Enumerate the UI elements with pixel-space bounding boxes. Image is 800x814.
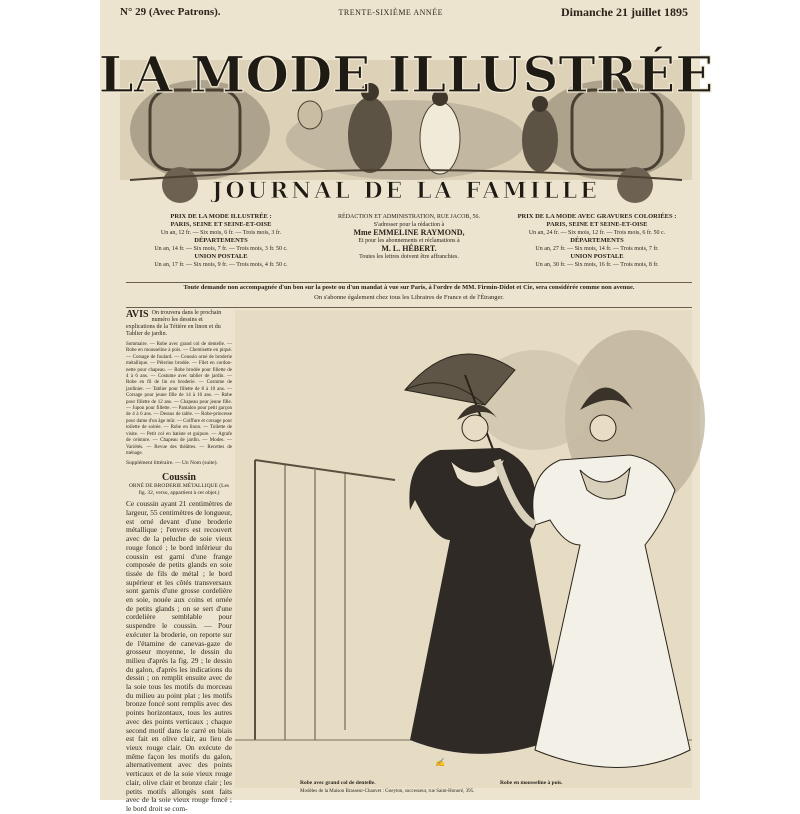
coussin-title: Coussin <box>162 472 196 484</box>
year-label: TRENTE-SIXIÈME ANNÉE <box>338 7 443 17</box>
supplement: Supplément littéraire. — Un Nom (suite). <box>126 460 218 467</box>
editor-name: Mme EMMELINE RAYMOND, <box>353 228 465 237</box>
caption-right: Robe en mousseline à pois. <box>500 780 563 786</box>
masthead-subtitle: JOURNAL DE LA FAMILLE <box>212 178 600 204</box>
caption-left: Robe avec grand col de dentelle. <box>300 780 376 786</box>
avis-label: AVIS <box>126 309 149 320</box>
fashion-plate-engraving <box>235 310 692 788</box>
editorial-info <box>321 213 497 261</box>
svg-text:✍: ✍ <box>435 758 445 767</box>
editorial-line2: S'adresser pour la rédaction à <box>373 222 445 228</box>
prices-right-dep: DÉPARTEMENTS <box>570 237 624 244</box>
notice-main: Toute demande non accompagnée d'un bon sur la poste ou d'un mandat à vue sur Paris, à l'ordre de MM. Firmin-Didot et Cie, sera considérée comme non avenue. <box>183 284 635 291</box>
masthead-title: LA MODE ILLUSTRÉE <box>98 45 714 104</box>
prices-left-heading: PRIX DE LA MODE ILLUSTRÉE : <box>170 213 272 220</box>
masthead-engraving <box>98 20 714 212</box>
magazine-page <box>98 0 714 813</box>
prices-left-dep: DÉPARTEMENTS <box>194 237 248 244</box>
prices-right-union: UNION POSTALE <box>570 253 624 260</box>
prices-left-union-rates: Un an, 17 fr. — Six mois, 9 fr. — Trois mois, 4 fr. 50 c. <box>154 262 288 268</box>
prices-right-heading: PRIX DE LA MODE AVEC GRAVURES COLORIÉES : <box>517 213 677 220</box>
prices-right-paris-rates: Un an, 24 fr. — Six mois, 12 fr. — Trois mois, 6 fr. 50 c. <box>528 230 666 236</box>
prices-right <box>502 213 692 269</box>
manager-name: M. L. HÉBERT. <box>381 244 437 253</box>
left-column <box>126 309 232 813</box>
notice-bar <box>126 282 692 308</box>
prices-right-paris: PARIS, SEINE ET SEINE-ET-OISE <box>546 221 648 228</box>
notice-sub: On s'abonne également chez tous les Libraires de France et de l'Étranger. <box>314 294 504 301</box>
coussin-subtitle: ORNÉ DE BRODERIE MÉTALLIQUE (Les fig. 32, verso, appartient à cet objet.) <box>128 483 230 497</box>
issue-number: N° 29 (Avec Patrons). <box>120 6 221 18</box>
prices-left-dep-rates: Un an, 14 fr. — Six mois, 7 fr. — Trois mois, 3 fr. 50 c. <box>154 246 288 252</box>
prices-left <box>126 213 316 269</box>
sommaire: Sommaire. — Robe avec grand col de dentelle. — Robe en mousseline à pois. — Chemisette en piqué. — Corsage de foulard. — Coussin orné de broderie métallique. — Pèlerine brodée. — Filet en cordon-nette pour chapeau. — Robe brodée pour fillette de 4 à 6 ans. — Costume avec tablier de jardin. — Robe en fil de lin en broderie. — Costume de jardinier. — Tablier pour fillette de 8 à 10 ans. — Corsage pour jeune fille de 14 à 16 ans. — Robe pour fillette de 12 ans. — Chapeau pour jeune fille. — Jupon pour fillette. — Pantalon pour petit garçon de 4 à 6 ans. — Dessus de table. — Robe-princesse pour dame d'un âge mûr. — Coiffure et corsage pour toilette de soirée. — Robe en linon. — Toilette de visite. — Petit col en batiste et guipure. — Agrafe de ceinture. — Chapeau de jardin. — Modes. — Variétés. — Revue des théâtres. — Recettes de ménage. <box>126 342 232 456</box>
issue-date: Dimanche 21 juillet 1895 <box>561 4 688 19</box>
coussin-text: Ce coussin ayant 21 centimètres de largeur, 55 centimètres de longueur, est orné devant d'une broderie métallique ; l'envers est recouvert avec de la peluche de soie vieux rouge foncé ; le bord inférieur du coussin est garni d'une frange composée de petits glands en soie tissée de fils de métal ; le bord supérieur et les côtés transversaux sont garnis d'une grosse cordelière en soie, nouée aux coins et ornée de petits glands ; on se sert d'une cordelière semblable pour suspendre le coussin. — Pour exécuter la broderie, on reporte sur de l'étamine de canevas-gaze de grosseur moyenne, le dessin du milieu d'après la fig. 29 ; le dessin du galon, d'après les indications du dessin ; on remplit ensuite avec de la soie tous les motifs du morceau du milieu au point plat ; les motifs bronze foncé sont remplis avec des points horizontaux, tous les autres avec des points verticaux ; chaque second motif dans le carré en biais est fait en olive clair, au lieu de vieux rouge clair. On exécute de même façon les motifs du galon, alternativement avec des points verticaux et de la soie vieux rouge clair, olive clair et bronze clair ; les petits motifs allongés sont faits avec de la soie vieux rouge foncé ; le bord droit se com- <box>126 499 232 813</box>
prices-right-dep-rates: Un an, 27 fr. — Six mois, 14 fr. — Trois mois, 7 fr. <box>535 246 659 252</box>
prices-left-paris: PARIS, SEINE ET SEINE-ET-OISE <box>170 221 272 228</box>
editorial-address: RÉDACTION ET ADMINISTRATION, RUE JACOB, 56. <box>338 214 480 220</box>
header-line <box>120 4 688 20</box>
avis-block <box>126 310 232 338</box>
editorial-line4: Toutes les lettres doivent être affranchies. <box>359 254 459 260</box>
fashion-illustration <box>235 310 692 788</box>
prices-left-paris-rates: Un an, 12 fr. — Six mois, 6 fr. — Trois mois, 3 fr. <box>160 230 282 236</box>
masthead <box>98 20 714 212</box>
avis-text: On trouvera dans le prochain numéro les dessins et explications de la Tétière en linon et du Tablier de jardin. <box>126 310 222 337</box>
editorial-line3: Et pour les abonnements et réclamations à <box>358 238 460 244</box>
prices-left-union: UNION POSTALE <box>194 253 248 260</box>
caption-credit: Modèles de la Maison Brasseur-Chauvet : Goeyton, successeur, rue Saint-Honoré, 395. <box>300 789 475 794</box>
subscription-info <box>126 213 692 273</box>
prices-right-union-rates: Un an, 30 fr. — Six mois, 16 fr. — Trois mois, 8 fr. <box>535 262 659 268</box>
